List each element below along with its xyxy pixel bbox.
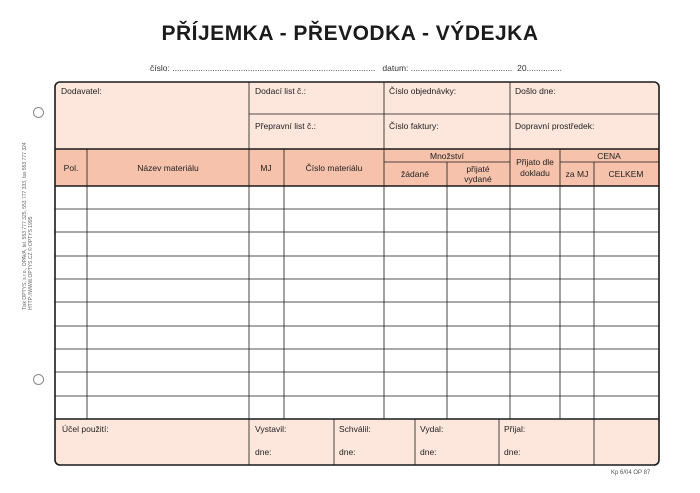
col-cena: CENA bbox=[597, 151, 621, 161]
col-celkem: CELKEM bbox=[608, 169, 644, 179]
vystavil-label: Vystavil: bbox=[255, 424, 287, 434]
col-zadane: žádané bbox=[401, 169, 429, 179]
year-field: 20............... bbox=[517, 63, 562, 73]
vystavil-dne-label: dne: bbox=[255, 447, 272, 457]
col-mj: MJ bbox=[260, 163, 272, 173]
col-prijate-1: přijaté bbox=[466, 164, 490, 174]
cislo-objednavky-label: Číslo objednávky: bbox=[389, 86, 457, 96]
cislo-faktury-label: Číslo faktury: bbox=[389, 121, 439, 131]
col-mnozstvi: Množství bbox=[429, 151, 465, 161]
ucel-label: Účel použití: bbox=[62, 424, 109, 434]
doslo-dne-label: Došlo dne: bbox=[515, 86, 556, 96]
imprint-line-1: Tisk OPTYS, s.r.o., OPAVA, tel. 553 777 325, 553 777 333, fax 553 777 324 bbox=[22, 142, 28, 310]
col-prijate-2: vydané bbox=[464, 174, 492, 184]
prijal-label: Přijal: bbox=[504, 424, 526, 434]
vydal-dne-label: dne: bbox=[420, 447, 437, 457]
col-cislo-materialu: Číslo materiálu bbox=[305, 163, 363, 173]
cislo-dots: ...................................................................................... bbox=[172, 63, 376, 73]
datum-label: datum: bbox=[382, 63, 409, 73]
dopravni-prostredek-label: Dopravní prostředek: bbox=[515, 121, 595, 131]
prijal-dne-label: dne: bbox=[504, 447, 521, 457]
col-pol: Pol. bbox=[63, 163, 79, 173]
cislo-label: číslo: bbox=[150, 63, 170, 73]
col-prijato-1: Přijato dle bbox=[516, 157, 554, 167]
vydal-label: Vydal: bbox=[420, 424, 444, 434]
dodavatel-label: Dodavatel: bbox=[61, 86, 102, 96]
form-code: Kp 6/04 OP 87 bbox=[611, 470, 651, 476]
table-body bbox=[55, 186, 659, 419]
col-prijato-2: dokladu bbox=[520, 168, 550, 178]
schvalil-dne-label: dne: bbox=[339, 447, 356, 457]
datum-dots: ........................................... bbox=[410, 63, 513, 73]
schvalil-label: Schválil: bbox=[339, 424, 371, 434]
prepravni-list-label: Přepravní list č.: bbox=[255, 121, 316, 131]
dodaci-list-label: Dodací list č.: bbox=[255, 86, 307, 96]
col-nazev: Název materiálu bbox=[137, 163, 199, 173]
form-title: PŘÍJEMKA - PŘEVODKA - VÝDEJKA bbox=[161, 22, 539, 45]
col-za-mj: za MJ bbox=[565, 169, 589, 179]
imprint-line-2: HTTP://WWW.OPTYS.CZ © OPTYS 1995 bbox=[28, 216, 34, 310]
